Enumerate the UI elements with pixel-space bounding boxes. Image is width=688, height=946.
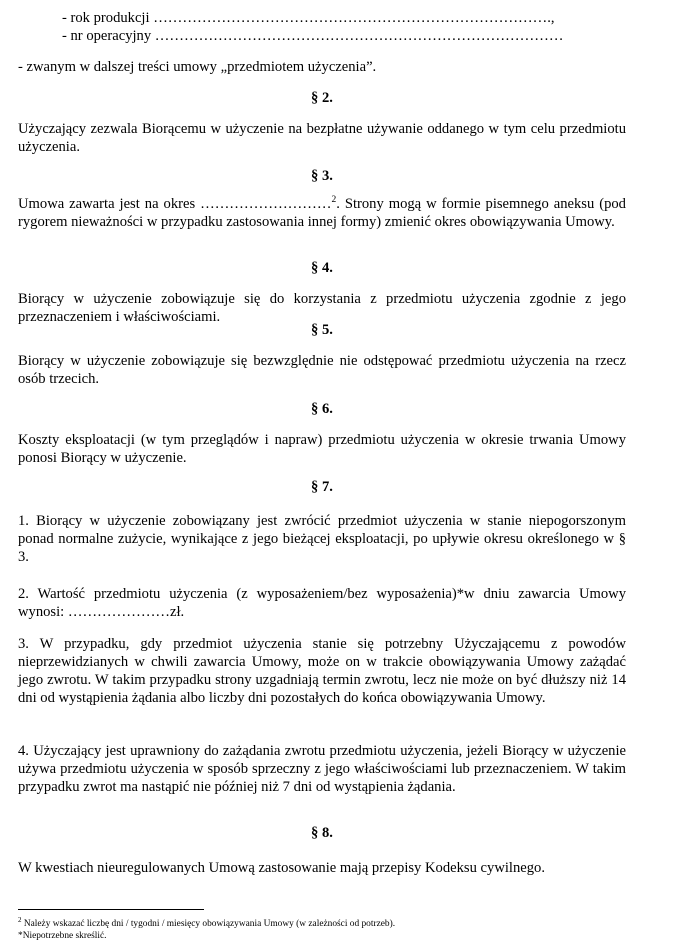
section-7-paragraph-3: 3. W przypadku, gdy przedmiot użyczenia stanie się potrzebny Użyczającemu z powodów nieprzewidzianych w chwili zawarcia Umowy, może on w trakcie obowiązywania Umowy zażądać jego zwrotu. W takim przypadku strony uzgadniają termin zwrotu, lecz nie może on być dłuższy niż 14 dni od wystąpienia żądania albo liczby dni pozostałych do końca obowiązywania Umowy. [18,636,626,706]
section-4-heading: § 4. [311,260,333,276]
section-3-text-before: Umowa zawarta jest na okres ……………………… [18,196,332,212]
section-8-heading: § 8. [311,825,333,841]
section-4-text: Biorący w użyczenie zobowiązuje się do korzystania z przedmiotu użyczenia zgodnie z jego przeznaczeniem i właściwościami. [18,291,626,325]
item-nr-operacyjny: - nr operacyjny ………………………………………………………………………… [62,28,564,44]
section-7-paragraph-1: 1. Biorący w użyczenie zobowiązany jest zwrócić przedmiot użyczenia w stanie niepogorszonym ponad normalne zużycie, wynikające z jego bieżącej eksploatacji, po upływie okresu określonego w § 3. [18,513,626,565]
section-6-text: Koszty eksploatacji (w tym przeglądów i napraw) przedmiotu użyczenia w okresie trwania Umowy ponosi Biorący w użyczenie. [18,432,626,466]
section-6-heading: § 6. [311,401,333,417]
footnote-star: *Niepotrzebne skreślić. [18,931,107,941]
intro-tail: - zwanym w dalszej treści umowy „przedmiotem użyczenia”. [18,59,377,75]
section-8-text: W kwestiach nieuregulowanych Umową zastosowanie mają przepisy Kodeksu cywilnego. [18,860,545,876]
section-7-heading: § 7. [311,479,333,495]
footnote-separator [18,909,204,910]
footnote-2-mark: 2 [18,916,22,924]
footnote-2-text: Należy wskazać liczbę dni / tygodni / miesięcy obowiązywania Umowy (w zależności od potrzeb). [21,919,396,929]
footnote-ref-2: 2 [331,195,337,205]
section-2-heading: § 2. [311,90,333,106]
section-3-text-after: . Strony mogą w formie pisemnego aneksu (pod rygorem nieważności w przypadku zastosowania innej formy) zmienić okres obowiązywania Umowy. [18,196,626,230]
section-5-heading: § 5. [311,322,333,338]
section-2-text: Użyczający zezwala Biorącemu w użyczenie na bezpłatne używanie oddanego w tym celu przedmiotu użyczenia. [18,121,626,155]
section-3-text [18,195,626,231]
section-5-text: Biorący w użyczenie zobowiązuje się bezwzględnie nie odstępować przedmiotu użyczenia na rzecz osób trzecich. [18,353,626,387]
item-rok-produkcji: - rok produkcji ………………………………………………………………………., [62,10,555,26]
section-7-paragraph-4: 4. Użyczający jest uprawniony do zażądania zwrotu przedmiotu użyczenia, jeżeli Biorący w użyczenie używa przedmiotu użyczenia w sposób sprzeczny z jego właściwościami lub przeznaczeniem. W takim przypadku zwrot ma nastąpić nie później niż 7 dni od wystąpienia żądania. [18,743,626,795]
footnote-2 [18,916,658,930]
section-7-paragraph-2: 2. Wartość przedmiotu użyczenia (z wyposażeniem/bez wyposażenia)*w dniu zawarcia Umowy wynosi: …………………zł. [18,586,626,620]
section-3-heading: § 3. [311,168,333,184]
